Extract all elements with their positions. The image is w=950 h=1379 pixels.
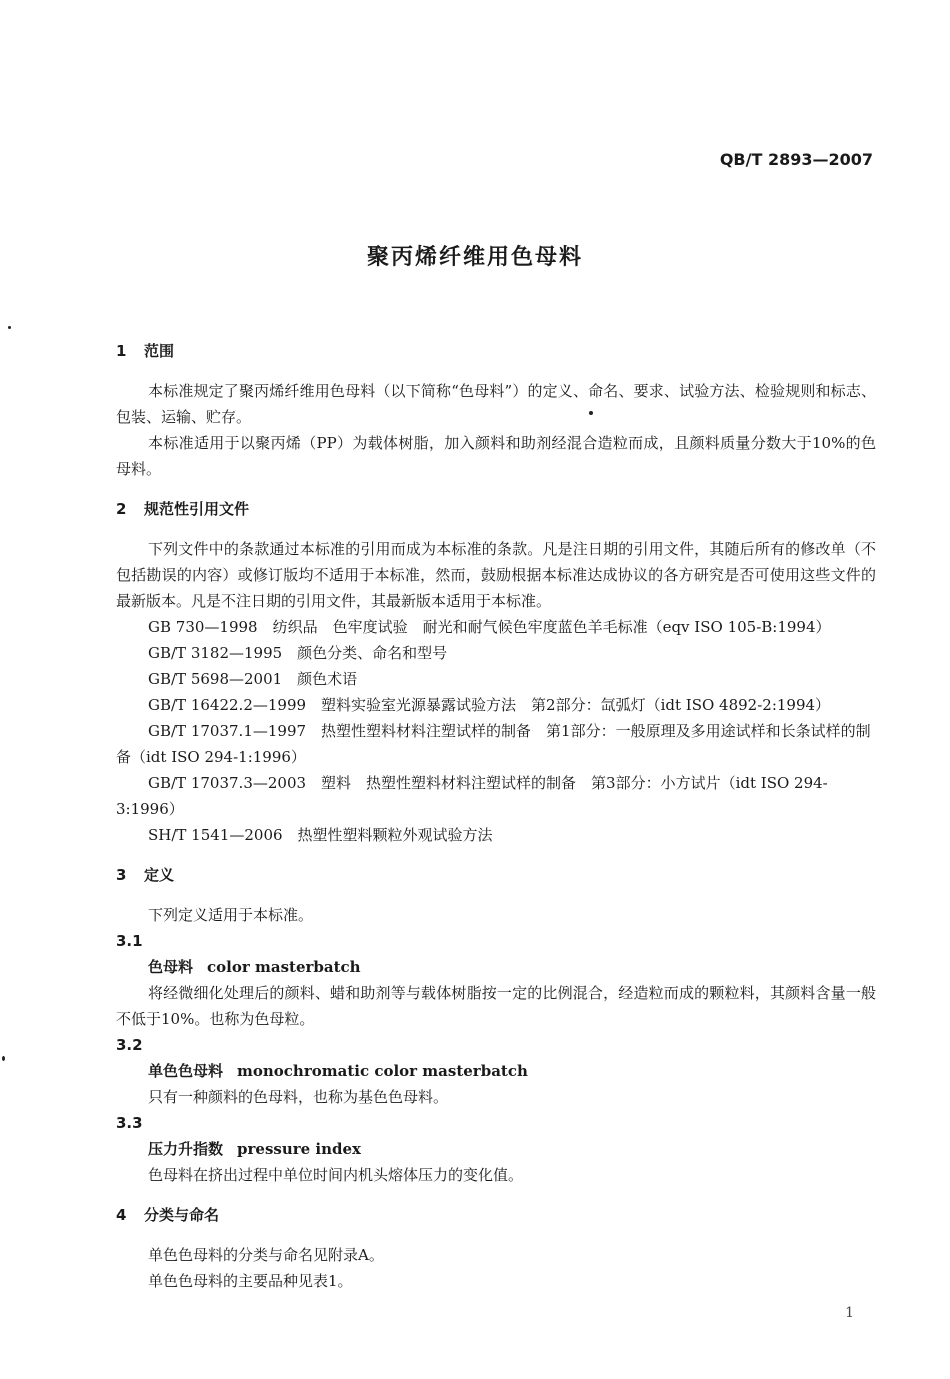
reference-item: GB/T 5698—2001 颜色术语 [148,670,358,688]
page-number: 1 [845,1305,854,1321]
term-chinese: 单色色母料 [148,1062,224,1080]
standard-code: QB/T 2893—2007 [719,150,873,169]
reference-item: GB/T 17037.3—2003 塑料 热塑性塑料材料注塑试样的制备 第3部分：小方试片（idt ISO 294-3:1996） [116,774,828,818]
reference-item: GB/T 17037.1—1997 热塑性塑料材料注塑试样的制备 第1部分：一般原理及多用途试样和长条试样的制备（idt ISO 294-1:1996） [116,722,871,766]
section-heading-definitions [116,862,876,888]
section-number: 4 [116,1206,127,1224]
section-title: 分类与命名 [144,1206,220,1224]
definitions-intro: 下列定义适用于本标准。 [148,906,314,924]
classification-paragraph-1: 单色色母料的分类与命名见附录A。 [148,1246,384,1264]
term-english: pressure index [237,1140,361,1158]
classification-paragraph-2: 单色色母料的主要品种见表1。 [148,1272,353,1290]
term-definition: 将经微细化处理后的颜料、蜡和助剂等与载体树脂按一定的比例混合，经造粒而成的颗粒料，其颜料含量一般不低于10%。也称为色母粒。 [116,984,876,1028]
reference-item: SH/T 1541—2006 热塑性塑料颗粒外观试验方法 [148,826,493,844]
term-entry [116,954,876,980]
section-title: 规范性引用文件 [144,500,250,518]
section-heading-scope [116,338,876,364]
references-intro: 下列文件中的条款通过本标准的引用而成为本标准的条款。凡是注日期的引用文件，其随后所有的修改单（不包括勘误的内容）或修订版均不适用于本标准，然而，鼓励根据本标准达成协议的各方研究是否可使用这些文件的最新版本。凡是不注日期的引用文件，其最新版本适用于本标准。 [116,540,876,610]
section-number: 2 [116,500,127,518]
term-english: color masterbatch [207,958,361,976]
subclause-number: 3.3 [116,1114,143,1132]
section-heading-references [116,496,876,522]
reference-item: GB/T 3182—1995 颜色分类、命名和型号 [148,644,448,662]
scope-paragraph-1: 本标准规定了聚丙烯纤维用色母料（以下简称“色母料”）的定义、命名、要求、试验方法、检验规则和标志、包装、运输、贮存。 [116,382,876,426]
term-definition: 色母料在挤出过程中单位时间内机头熔体压力的变化值。 [148,1166,524,1184]
scan-speck [2,1056,5,1061]
term-definition: 只有一种颜料的色母料，也称为基色色母料。 [148,1088,449,1106]
section-title: 定义 [144,866,175,884]
section-number: 3 [116,866,127,884]
term-chinese: 压力升指数 [148,1140,224,1158]
term-entry [116,1136,876,1162]
reference-item: GB/T 16422.2—1999 塑料实验室光源暴露试验方法 第2部分：氙弧灯（idt ISO 4892-2:1994） [148,696,831,714]
section-number: 1 [116,342,127,360]
scan-speck [8,326,11,329]
scope-paragraph-2: 本标准适用于以聚丙烯（PP）为载体树脂，加入颜料和助剂经混合造粒而成，且颜料质量分数大于10%的色母料。 [116,434,876,478]
subclause-number: 3.1 [116,932,143,950]
document-title: 聚丙烯纤维用色母料 [366,245,583,270]
subclause-number: 3.2 [116,1036,143,1054]
section-heading-classification [116,1202,876,1228]
document-body [116,338,876,1294]
term-english: monochromatic color masterbatch [237,1062,528,1080]
term-entry [116,1058,876,1084]
section-title: 范围 [144,342,175,360]
term-chinese: 色母料 [148,958,194,976]
reference-item: GB 730—1998 纺织品 色牢度试验 耐光和耐气候色牢度蓝色羊毛标准（eqv ISO 105-B:1994） [148,618,831,636]
